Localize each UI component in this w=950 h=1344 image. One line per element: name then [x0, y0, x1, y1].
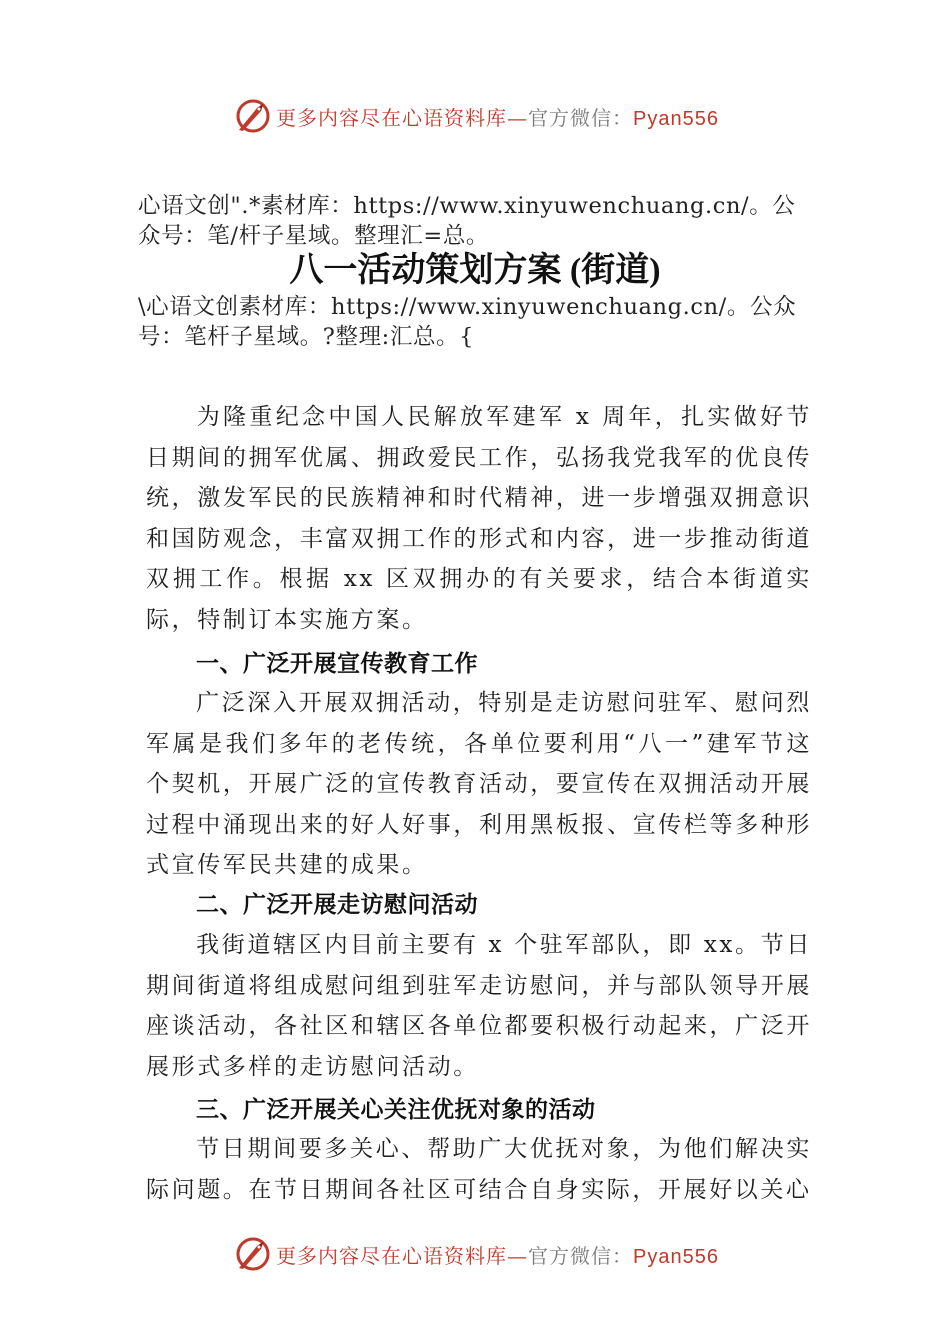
- banner-wechat-label: 官方微信：: [528, 106, 633, 130]
- intro-text: 为隆重纪念中国人民解放军建军 x 周年，扎实做好节日期间的拥军优属、拥政爱民工作，弘扬我党我军的优良传统，激发军民的民族精神和时代精神，进一步增强双拥意识和国防观念，丰富双拥工作的形式和内容，进一步推动街道双拥工作。根据 xx 区双拥办的有关要求，结合本街道实际，特制订本实施方案。: [146, 404, 812, 633]
- source-note-line: 号：笔杆子星域。?整理:汇总。{: [138, 324, 475, 350]
- section-heading: 二、广泛开展走访慰问活动: [196, 892, 478, 918]
- banner-wechat-id: Pyan556: [633, 108, 719, 130]
- intro-paragraph: [146, 397, 812, 640]
- banner-wechat-label: 官方微信：: [528, 1244, 633, 1268]
- section-text: 广泛深入开展双拥活动，特别是走访慰问驻军、慰问烈军属是我们多年的老传统，各单位要利用“八一”建军节这个契机，开展广泛的宣传教育活动，要宣传在双拥活动开展过程中涌现出来的好人好事，利用黑板报、宣传栏等多种形式宣传军民共建的成果。: [146, 690, 812, 878]
- banner-main-text: 更多内容尽在心语资料库—: [276, 106, 528, 130]
- footer-banner: [0, 1230, 950, 1280]
- pen-nib-logo-icon: [233, 96, 273, 136]
- source-note-line: 众号：笔/杆子星域。整理汇=总。: [138, 223, 490, 249]
- section-text: 节日期间要多关心、帮助广大优抚对象，为他们解决实际问题。在节日期间各社区可结合自身实际，开展好以关心: [146, 1136, 812, 1203]
- section-paragraph: [146, 1129, 812, 1210]
- banner-text: [276, 1240, 719, 1269]
- source-note-line: \心语文创素材库：https://www.xinyuwenchuang.cn/。公众: [138, 294, 797, 320]
- banner-main-text: 更多内容尽在心语资料库—: [276, 1244, 528, 1268]
- pen-nib-logo-icon: [233, 1234, 273, 1274]
- section-heading: 一、广泛开展宣传教育工作: [196, 651, 478, 677]
- document-title: 八一活动策划方案 (街道): [289, 252, 661, 289]
- section-text: 我街道辖区内目前主要有 x 个驻军部队，即 xx。节日期间街道将组成慰问组到驻军走访慰问，并与部队领导开展座谈活动，各社区和辖区各单位都要积极行动起来，广泛开展形式多样的走访慰问活动。: [146, 932, 812, 1080]
- section-heading: 三、广泛开展关心关注优抚对象的活动: [196, 1097, 596, 1123]
- banner-wechat-id: Pyan556: [633, 1246, 719, 1268]
- section-paragraph: [146, 925, 812, 1087]
- header-banner: [0, 92, 950, 142]
- source-note-line: 心语文创".*素材库：https://www.xinyuwenchuang.cn/。公: [138, 193, 796, 219]
- section-paragraph: [146, 683, 812, 886]
- banner-text: [276, 102, 719, 131]
